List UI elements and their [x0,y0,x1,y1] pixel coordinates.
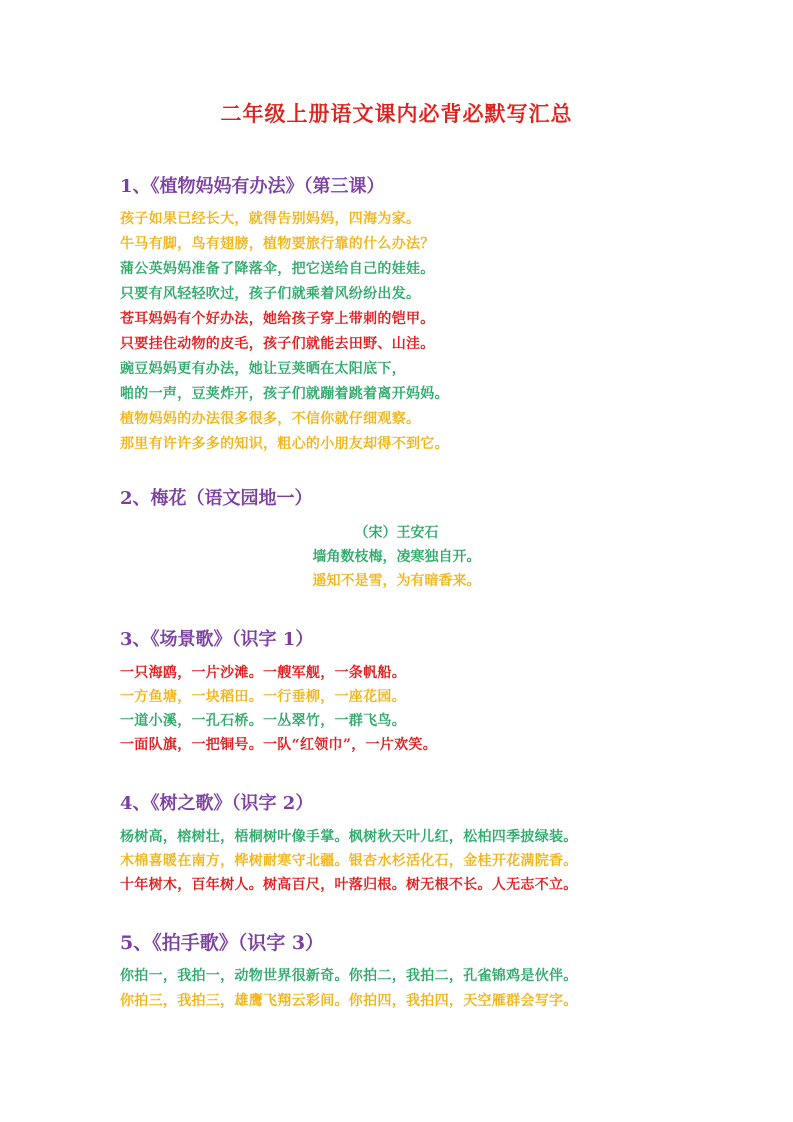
section-1-line-1: 孩子如果已经长大，就得告别妈妈，四海为家。 [120,211,421,227]
poem-line-1: 墙角数枝梅，凌寒独自开。 [312,549,481,565]
section-4-line-2: 木棉喜暖在南方，桦树耐寒守北疆。银杏水杉活化石，金桂开花满院香。 [120,853,578,869]
section-3-heading: 3、《场景歌》（识字 1） [120,629,314,650]
section-1-line-2: 牛马有脚，鸟有翅膀，植物要旅行靠的什么办法？ [120,236,435,252]
poem-author: （宋）王安石 [354,525,439,541]
section-4-line-3: 十年树木，百年树人。树高百尺，叶落归根。树无根不长。人无志不立。 [120,877,578,893]
section-1-line-7: 豌豆妈妈更有办法，她让豆荚晒在太阳底下， [120,361,406,377]
section-1-line-9: 植物妈妈的办法很多很多，不信你就仔细观察。 [120,411,421,427]
section-1-heading: 1、《植物妈妈有办法》（第三课） [120,176,385,197]
section-1-line-10: 那里有许许多多的知识，粗心的小朋友却得不到它。 [120,436,449,452]
section-1-line-3: 蒲公英妈妈准备了降落伞，把它送给自己的娃娃。 [120,261,435,277]
section-5-heading: 5、《拍手歌》（识字 3） [120,932,325,954]
section-3-line-1: 一只海鸥，一片沙滩。一艘军舰，一条帆船。 [120,665,406,681]
poem-line-2: 遥知不是雪，为有暗香来。 [312,573,481,589]
section-1-line-5: 苍耳妈妈有个好办法，她给孩子穿上带刺的铠甲。 [120,311,435,327]
section-5-line-2: 你拍三，我拍三，雄鹰飞翔云彩间。你拍四，我拍四，天空雁群会写字。 [120,993,578,1009]
section-3-line-2: 一方鱼塘，一块稻田。一行垂柳，一座花园。 [120,689,406,705]
section-1-line-8: 啪的一声，豆荚炸开，孩子们就蹦着跳着离开妈妈。 [120,386,449,402]
section-1-line-6: 只要挂住动物的皮毛，孩子们就能去田野、山洼。 [120,336,435,352]
section-1-line-4: 只要有风轻轻吹过，孩子们就乘着风纷纷出发。 [120,286,421,302]
page-title: 二年级上册语文课内必背必默写汇总 [220,101,573,126]
section-2-heading: 2、梅花（语文园地一） [120,488,313,509]
section-4-heading: 4、《树之歌》（识字 2） [120,793,314,814]
section-3-line-4: 一面队旗，一把铜号。一队“红领巾”，一片欢笑。 [120,737,438,753]
section-5-line-1: 你拍一，我拍一，动物世界很新奇。你拍二，我拍二，孔雀锦鸡是伙伴。 [120,968,578,984]
section-4-line-1: 杨树高，榕树壮，梧桐树叶像手掌。枫树秋天叶儿红，松柏四季披绿装。 [120,829,578,845]
section-3-line-3: 一道小溪，一孔石桥。一丛翠竹，一群飞鸟。 [120,713,406,729]
